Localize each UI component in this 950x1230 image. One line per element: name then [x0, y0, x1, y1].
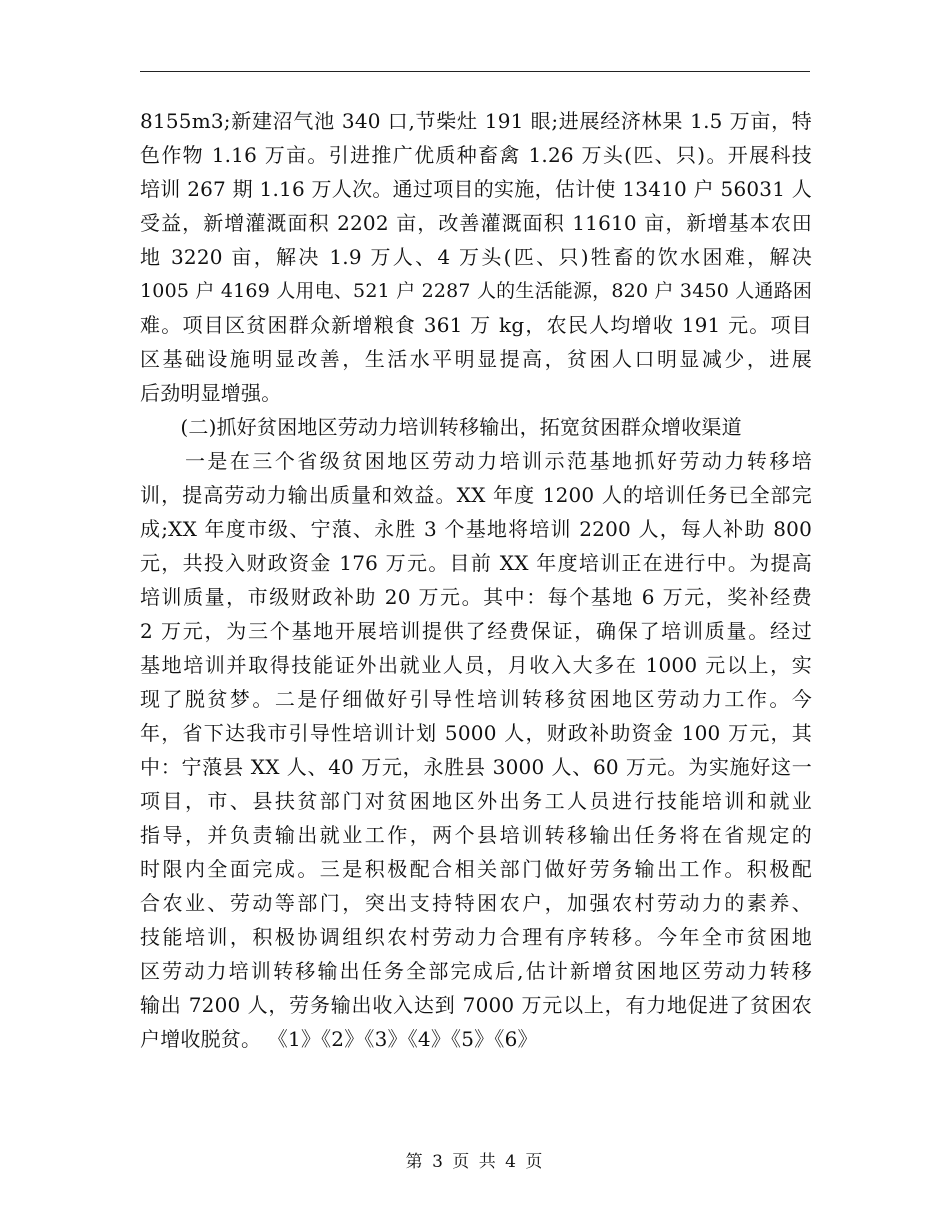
text-line: 受益，新增灌溉面积 2202 亩，改善灌溉面积 11610 亩，新增基本农田	[140, 211, 812, 235]
text-line: 难。项目区贫困群众新增粮食 361 万 kg，农民人均增收 191 元。项目	[140, 313, 812, 337]
text-line: 元，共投入财政资金 176 万元。目前 XX 年度培训正在进行中。为提高	[140, 551, 812, 575]
text-line: 区基础设施明显改善，生活水平明显提高，贫困人口明显减少，进展	[140, 347, 812, 371]
text-line: 色作物 1.16 万亩。引进推广优质种畜禽 1.26 万头(匹、只)。开展科技	[140, 143, 812, 167]
text-line: 1005 户 4169 人用电、521 户 2287 人的生活能源，820 户 3450 人通路困	[140, 280, 813, 302]
text-line: 2 万元，为三个基地开展培训提供了经费保证，确保了培训质量。经过	[140, 619, 812, 643]
text-line: 输出 7200 人，劳务输出收入达到 7000 万元以上，有力地促进了贫困农	[140, 993, 812, 1017]
text-line: 培训 267 期 1.16 万人次。通过项目的实施，估计使 13410 户 56031 人	[140, 177, 812, 201]
text-line: 时限内全面完成。三是积极配合相关部门做好劳务输出工作。积极配	[140, 857, 812, 881]
text-line: 地 3220 亩，解决 1.9 万人、4 万头(匹、只)牲畜的饮水困难，解决	[140, 245, 812, 269]
text-line: 8155m3;新建沼气池 340 口,节柴灶 191 眼;进展经济林果 1.5 万亩，特	[140, 109, 812, 133]
text-line: 现了脱贫梦。二是仔细做好引导性培训转移贫困地区劳动力工作。今	[140, 687, 812, 711]
text-line: 训，提高劳动力输出质量和效益。XX 年度 1200 人的培训任务已全部完	[140, 483, 812, 507]
text-line: 后劲明显增强。	[140, 381, 282, 405]
text-line: 区劳动力培训转移输出任务全部完成后,估计新增贫困地区劳动力转移	[140, 959, 812, 983]
header-rule	[140, 71, 810, 72]
text-line: 指导，并负责输出就业工作，两个县培训转移输出任务将在省规定的	[140, 823, 812, 847]
text-line: 基地培训并取得技能证外出就业人员，月收入大多在 1000 元以上，实	[140, 653, 812, 677]
text-line: 一是在三个省级贫困地区劳动力培训示范基地抓好劳动力转移培	[140, 449, 812, 473]
text-line: 成;XX 年度市级、宁蒗、永胜 3 个基地将培训 2200 人，每人补助 800	[140, 517, 812, 541]
text-line: 培训质量，市级财政补助 20 万元。其中：每个基地 6 万元，奖补经费	[140, 585, 812, 609]
document-body	[140, 104, 812, 1056]
text-line: 年，省下达我市引导性培训计划 5000 人，财政补助资金 100 万元，其	[140, 721, 812, 745]
text-line: 项目，市、县扶贫部门对贫困地区外出务工人员进行技能培训和就业	[140, 789, 812, 813]
text-line: 技能培训，积极协调组织农村劳动力合理有序转移。今年全市贫困地	[140, 925, 812, 949]
text-line: 中：宁蒗县 XX 人、40 万元，永胜县 3000 人、60 万元。为实施好这一	[140, 755, 812, 779]
text-line: 户增收脱贫。 《1》《2》《3》《4》《5》《6》	[140, 1027, 538, 1051]
section-heading: (二)抓好贫困地区劳动力培训转移输出，拓宽贫困群众增收渠道	[140, 415, 742, 439]
page-number-footer: 第 3 页 共 4 页	[405, 1152, 545, 1172]
text-line: 合农业、劳动等部门，突出支持特困农户，加强农村劳动力的素养、	[140, 891, 812, 915]
